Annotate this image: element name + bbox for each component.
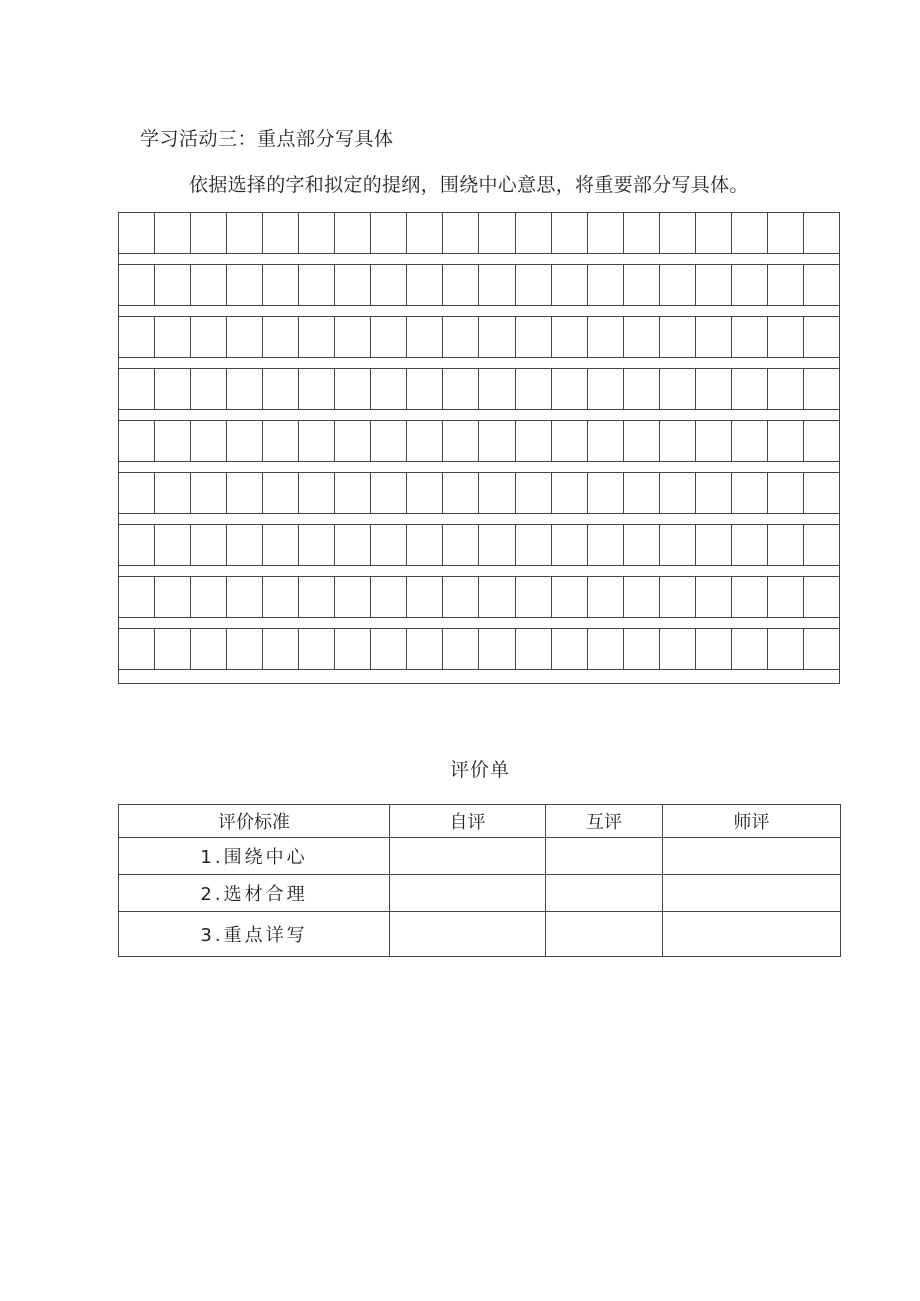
grid-cell[interactable] <box>443 577 479 617</box>
grid-cell[interactable] <box>804 421 839 461</box>
grid-cell[interactable] <box>191 213 227 253</box>
grid-cell[interactable] <box>516 213 552 253</box>
grid-cell[interactable] <box>443 525 479 565</box>
grid-cell[interactable] <box>768 265 804 305</box>
grid-cell[interactable] <box>155 629 191 669</box>
grid-cell[interactable] <box>299 265 335 305</box>
grid-cell[interactable] <box>443 421 479 461</box>
grid-cell[interactable] <box>768 317 804 357</box>
grid-cell[interactable] <box>516 421 552 461</box>
grid-cell[interactable] <box>443 265 479 305</box>
grid-row <box>119 316 839 358</box>
table-row <box>119 875 841 912</box>
grid-cell[interactable] <box>732 265 768 305</box>
grid-cell[interactable] <box>660 525 696 565</box>
grid-cell[interactable] <box>119 213 155 253</box>
grid-cell[interactable] <box>263 265 299 305</box>
grid-cell[interactable] <box>516 525 552 565</box>
grid-cell[interactable] <box>299 473 335 513</box>
grid-cell[interactable] <box>624 421 660 461</box>
row-gap <box>119 410 839 420</box>
grid-cell[interactable] <box>696 213 732 253</box>
table-row <box>119 838 841 875</box>
table-row <box>119 912 841 957</box>
row-gap <box>119 254 839 264</box>
grid-cell[interactable] <box>227 629 263 669</box>
grid-cell[interactable] <box>624 473 660 513</box>
teacher-eval-cell[interactable] <box>663 875 841 912</box>
grid-cell[interactable] <box>371 369 407 409</box>
grid-cell[interactable] <box>335 629 371 669</box>
row-gap <box>119 358 839 368</box>
grid-cell[interactable] <box>660 317 696 357</box>
row-gap <box>119 306 839 316</box>
grid-cell[interactable] <box>732 577 768 617</box>
grid-cell[interactable] <box>479 629 515 669</box>
grid-cell[interactable] <box>227 369 263 409</box>
grid-cell[interactable] <box>263 369 299 409</box>
row-gap <box>119 618 839 628</box>
grid-cell[interactable] <box>335 369 371 409</box>
grid-cell[interactable] <box>768 369 804 409</box>
grid-cell[interactable] <box>732 421 768 461</box>
grid-cell[interactable] <box>804 369 839 409</box>
grid-cell[interactable] <box>732 525 768 565</box>
grid-cell[interactable] <box>696 265 732 305</box>
grid-cell[interactable] <box>335 265 371 305</box>
grid-row <box>119 212 839 254</box>
grid-cell[interactable] <box>227 525 263 565</box>
header-criteria: 评价标准 <box>119 805 390 838</box>
grid-cell[interactable] <box>732 317 768 357</box>
grid-row <box>119 420 839 462</box>
evaluation-table <box>118 804 841 957</box>
grid-cell[interactable] <box>227 421 263 461</box>
grid-cell[interactable] <box>660 213 696 253</box>
grid-cell[interactable] <box>119 629 155 669</box>
grid-cell[interactable] <box>516 577 552 617</box>
grid-cell[interactable] <box>191 525 227 565</box>
grid-cell[interactable] <box>624 265 660 305</box>
peer-eval-cell[interactable] <box>546 838 663 875</box>
teacher-eval-cell[interactable] <box>663 912 841 957</box>
grid-cell[interactable] <box>624 213 660 253</box>
grid-cell[interactable] <box>407 473 443 513</box>
grid-cell[interactable] <box>479 369 515 409</box>
grid-cell[interactable] <box>155 369 191 409</box>
grid-cell[interactable] <box>443 213 479 253</box>
grid-cell[interactable] <box>407 421 443 461</box>
grid-cell[interactable] <box>371 213 407 253</box>
grid-cell[interactable] <box>804 577 839 617</box>
grid-cell[interactable] <box>155 317 191 357</box>
grid-cell[interactable] <box>227 473 263 513</box>
grid-cell[interactable] <box>335 317 371 357</box>
grid-cell[interactable] <box>804 265 839 305</box>
self-eval-cell[interactable] <box>390 875 546 912</box>
grid-cell[interactable] <box>263 317 299 357</box>
grid-cell[interactable] <box>407 577 443 617</box>
grid-cell[interactable] <box>155 265 191 305</box>
grid-cell[interactable] <box>119 421 155 461</box>
grid-cell[interactable] <box>407 629 443 669</box>
grid-cell[interactable] <box>804 473 839 513</box>
teacher-eval-cell[interactable] <box>663 838 841 875</box>
grid-cell[interactable] <box>479 525 515 565</box>
grid-cell[interactable] <box>407 525 443 565</box>
grid-cell[interactable] <box>624 525 660 565</box>
grid-cell[interactable] <box>588 577 624 617</box>
grid-cell[interactable] <box>660 369 696 409</box>
grid-cell[interactable] <box>191 577 227 617</box>
grid-row <box>119 264 839 306</box>
grid-cell[interactable] <box>552 213 588 253</box>
grid-cell[interactable] <box>768 525 804 565</box>
grid-cell[interactable] <box>299 317 335 357</box>
grid-cell[interactable] <box>371 473 407 513</box>
grid-cell[interactable] <box>624 577 660 617</box>
grid-cell[interactable] <box>804 629 839 669</box>
grid-cell[interactable] <box>768 577 804 617</box>
grid-cell[interactable] <box>155 421 191 461</box>
grid-cell[interactable] <box>119 369 155 409</box>
grid-cell[interactable] <box>552 317 588 357</box>
grid-cell[interactable] <box>588 265 624 305</box>
grid-cell[interactable] <box>335 213 371 253</box>
row-gap <box>119 566 839 576</box>
grid-cell[interactable] <box>119 473 155 513</box>
grid-cell[interactable] <box>299 213 335 253</box>
grid-cell[interactable] <box>552 369 588 409</box>
grid-cell[interactable] <box>335 473 371 513</box>
grid-cell[interactable] <box>804 317 839 357</box>
grid-cell[interactable] <box>155 577 191 617</box>
grid-cell[interactable] <box>263 421 299 461</box>
grid-cell[interactable] <box>299 525 335 565</box>
grid-cell[interactable] <box>443 369 479 409</box>
grid-cell[interactable] <box>479 577 515 617</box>
grid-cell[interactable] <box>263 525 299 565</box>
row-gap <box>119 462 839 472</box>
grid-cell[interactable] <box>299 421 335 461</box>
row-gap <box>119 670 839 680</box>
grid-cell[interactable] <box>335 577 371 617</box>
grid-cell[interactable] <box>191 317 227 357</box>
grid-cell[interactable] <box>263 473 299 513</box>
grid-cell[interactable] <box>119 317 155 357</box>
grid-cell[interactable] <box>768 421 804 461</box>
grid-cell[interactable] <box>227 317 263 357</box>
grid-cell[interactable] <box>516 369 552 409</box>
grid-cell[interactable] <box>660 577 696 617</box>
grid-cell[interactable] <box>552 265 588 305</box>
grid-cell[interactable] <box>479 317 515 357</box>
grid-cell[interactable] <box>588 525 624 565</box>
grid-cell[interactable] <box>516 317 552 357</box>
header-teacher-eval: 师评 <box>663 805 841 838</box>
grid-cell[interactable] <box>696 369 732 409</box>
grid-cell[interactable] <box>119 577 155 617</box>
activity-heading: 学习活动三：重点部分写具体 <box>140 128 394 150</box>
grid-cell[interactable] <box>660 629 696 669</box>
evaluation-title: 评价单 <box>449 759 510 781</box>
grid-cell[interactable] <box>155 525 191 565</box>
grid-cell[interactable] <box>371 577 407 617</box>
grid-cell[interactable] <box>371 317 407 357</box>
grid-cell[interactable] <box>660 473 696 513</box>
grid-cell[interactable] <box>552 525 588 565</box>
grid-cell[interactable] <box>119 265 155 305</box>
header-peer-eval: 互评 <box>546 805 663 838</box>
grid-cell[interactable] <box>732 629 768 669</box>
grid-cell[interactable] <box>768 473 804 513</box>
grid-cell[interactable] <box>371 265 407 305</box>
grid-cell[interactable] <box>516 265 552 305</box>
grid-cell[interactable] <box>443 473 479 513</box>
grid-cell[interactable] <box>696 473 732 513</box>
grid-row <box>119 576 839 618</box>
grid-row <box>119 524 839 566</box>
grid-cell[interactable] <box>119 525 155 565</box>
grid-cell[interactable] <box>479 265 515 305</box>
grid-cell[interactable] <box>588 421 624 461</box>
grid-cell[interactable] <box>696 421 732 461</box>
evaluation-header-row <box>119 805 841 838</box>
grid-cell[interactable] <box>768 629 804 669</box>
grid-cell[interactable] <box>299 629 335 669</box>
grid-cell[interactable] <box>516 473 552 513</box>
grid-row <box>119 472 839 514</box>
grid-cell[interactable] <box>804 525 839 565</box>
grid-cell[interactable] <box>696 629 732 669</box>
grid-cell[interactable] <box>588 317 624 357</box>
grid-cell[interactable] <box>263 213 299 253</box>
grid-cell[interactable] <box>696 317 732 357</box>
grid-cell[interactable] <box>263 577 299 617</box>
grid-cell[interactable] <box>443 317 479 357</box>
grid-cell[interactable] <box>552 473 588 513</box>
grid-cell[interactable] <box>732 369 768 409</box>
grid-cell[interactable] <box>299 577 335 617</box>
grid-cell[interactable] <box>479 421 515 461</box>
criterion-label: 3.重点详写 <box>119 912 390 957</box>
grid-cell[interactable] <box>588 473 624 513</box>
writing-grid <box>118 212 840 684</box>
grid-cell[interactable] <box>407 265 443 305</box>
grid-cell[interactable] <box>155 213 191 253</box>
grid-cell[interactable] <box>624 317 660 357</box>
grid-cell[interactable] <box>191 629 227 669</box>
grid-cell[interactable] <box>335 421 371 461</box>
grid-cell[interactable] <box>732 213 768 253</box>
grid-cell[interactable] <box>155 473 191 513</box>
criterion-label: 1.围绕中心 <box>119 838 390 875</box>
header-self-eval: 自评 <box>390 805 546 838</box>
grid-cell[interactable] <box>696 525 732 565</box>
grid-cell[interactable] <box>479 213 515 253</box>
peer-eval-cell[interactable] <box>546 875 663 912</box>
grid-cell[interactable] <box>371 629 407 669</box>
self-eval-cell[interactable] <box>390 838 546 875</box>
criterion-label: 2.选材合理 <box>119 875 390 912</box>
grid-cell[interactable] <box>443 629 479 669</box>
grid-cell[interactable] <box>552 421 588 461</box>
row-gap <box>119 514 839 524</box>
grid-row <box>119 628 839 670</box>
grid-cell[interactable] <box>263 629 299 669</box>
grid-cell[interactable] <box>768 213 804 253</box>
grid-cell[interactable] <box>407 317 443 357</box>
grid-cell[interactable] <box>371 525 407 565</box>
grid-cell[interactable] <box>624 369 660 409</box>
grid-cell[interactable] <box>227 265 263 305</box>
grid-row <box>119 368 839 410</box>
self-eval-cell[interactable] <box>390 912 546 957</box>
grid-cell[interactable] <box>732 473 768 513</box>
grid-cell[interactable] <box>696 577 732 617</box>
instruction-text: 依据选择的字和拟定的提纲，围绕中心意思，将重要部分写具体。 <box>189 174 749 196</box>
grid-cell[interactable] <box>588 213 624 253</box>
grid-cell[interactable] <box>588 369 624 409</box>
grid-cell[interactable] <box>227 213 263 253</box>
grid-cell[interactable] <box>191 369 227 409</box>
grid-cell[interactable] <box>479 473 515 513</box>
grid-cell[interactable] <box>371 421 407 461</box>
grid-cell[interactable] <box>624 629 660 669</box>
grid-cell[interactable] <box>227 577 263 617</box>
grid-cell[interactable] <box>588 629 624 669</box>
grid-cell[interactable] <box>191 421 227 461</box>
grid-cell[interactable] <box>660 265 696 305</box>
grid-cell[interactable] <box>804 213 839 253</box>
grid-cell[interactable] <box>299 369 335 409</box>
grid-cell[interactable] <box>660 421 696 461</box>
grid-cell[interactable] <box>191 473 227 513</box>
grid-cell[interactable] <box>552 577 588 617</box>
grid-cell[interactable] <box>552 629 588 669</box>
grid-cell[interactable] <box>191 265 227 305</box>
grid-cell[interactable] <box>407 213 443 253</box>
grid-cell[interactable] <box>335 525 371 565</box>
grid-cell[interactable] <box>407 369 443 409</box>
peer-eval-cell[interactable] <box>546 912 663 957</box>
grid-cell[interactable] <box>516 629 552 669</box>
